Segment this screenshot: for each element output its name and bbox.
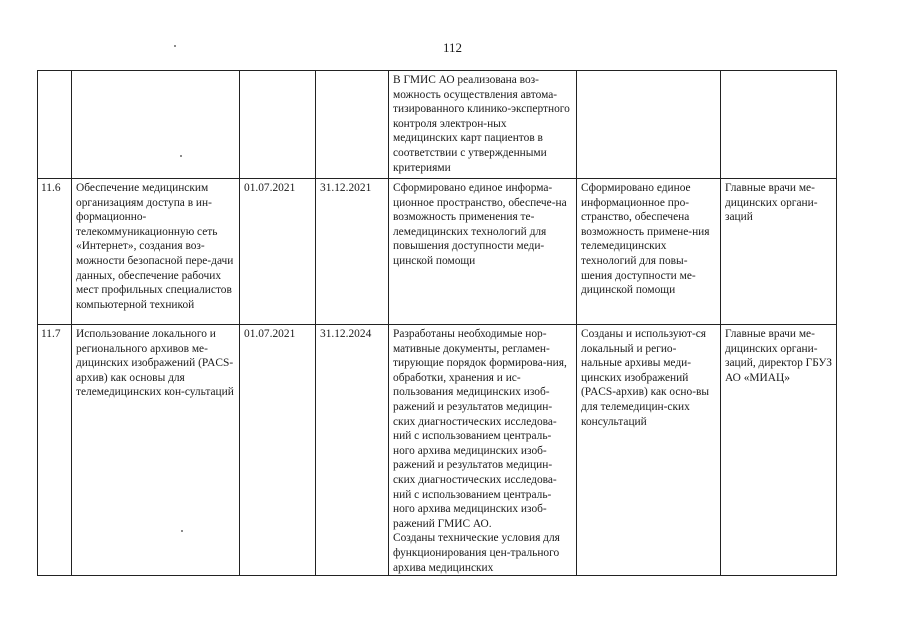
cell-num: 11.6 (38, 179, 72, 325)
cell-start-date: 01.07.2021 (240, 325, 316, 576)
cell-end-date (316, 71, 389, 179)
table-row (38, 325, 837, 576)
cell-end-date: 31.12.2021 (316, 179, 389, 325)
cell-indicator: Созданы и используют-ся локальный и регио-нальные архивы меди-цинских изображений (PACS-архив) как осно-вы для телемедицин-ских консультаций (577, 325, 721, 576)
scan-speck (181, 530, 183, 532)
cell-responsible: Главные врачи ме-дицинских органи-заций, директор ГБУЗ АО «МИАЦ» (721, 325, 837, 576)
cell-result: В ГМИС АО реализована воз-можность осуществления автома-тизированного клинико-экспертного контроля электрон-ных медицинских карт пациентов в соответствии с утвержденными критериями (389, 71, 577, 179)
cell-result: Сформировано единое информа-ционное пространство, обеспече-на возможность применения те-лемедицинских технологий для повышения доступности меди-цинской помощи (389, 179, 577, 325)
cell-num (38, 71, 72, 179)
cell-responsible: Главные врачи ме-дицинских органи-заций (721, 179, 837, 325)
cell-task: Использование локального и регионального архивов ме-дицинских изображений (PACS-архив) как основы для телемедицинских кон-сультаций (72, 325, 240, 576)
cell-result: Разработаны необходимые нор-мативные документы, регламен-тирующие порядок формирова-ния, обработки, хранения и ис-пользования медицинских изоб-ражений и результатов медицин-ских диагностических исследова-ний с использованием централь-ного архива медицинских изоб-ражений и результатов медицин-ских диагностических исследова-ний с использованием централь-ного архива медицинских изоб-ражений ГМИС АО. Созданы технические условия для функционирования цен-трального архива медицинских (389, 325, 577, 576)
cell-start-date: 01.07.2021 (240, 179, 316, 325)
page-number: 112 (442, 40, 463, 55)
cell-num: 11.7 (38, 325, 72, 576)
scan-speck (174, 45, 176, 47)
cell-start-date (240, 71, 316, 179)
cell-task (72, 71, 240, 179)
cell-responsible (721, 71, 837, 179)
cell-task: Обеспечение медицинским организациям доступа в ин-формационно-телекоммуникационную сеть «Интернет», создания воз-можности безопасной пере-дачи данных, обеспечение рабочих мест профильных специалистов компьютерной техникой (72, 179, 240, 325)
table-row (38, 179, 837, 325)
scan-speck (180, 155, 182, 157)
cell-indicator (577, 71, 721, 179)
cell-end-date: 31.12.2024 (316, 325, 389, 576)
cell-indicator: Сформировано единое информационное про-странство, обеспечена возможность примене-ния телемедицинских технологий для повы-шения доступности ме-дицинской помощи (577, 179, 721, 325)
table-row (38, 71, 837, 179)
plan-table (37, 70, 837, 576)
